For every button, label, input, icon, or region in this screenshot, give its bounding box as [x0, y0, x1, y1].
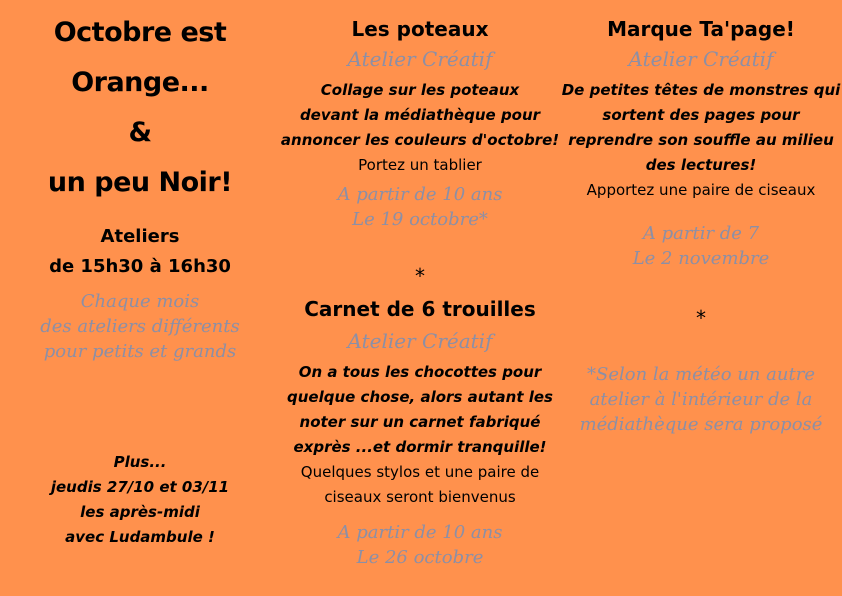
poteaux-desc: annoncer les couleurs d'octobre!: [280, 131, 560, 149]
ateliers-label: Ateliers: [100, 226, 180, 247]
poteaux-note: Portez un tablier: [358, 156, 482, 174]
marque-desc: reprendre son souffle au milieu: [568, 131, 834, 149]
carnet-tag: Atelier Créatif: [347, 329, 493, 353]
carnet-desc: On a tous les chocottes pour: [298, 363, 542, 381]
carnet-title: Carnet de 6 trouilles: [304, 297, 536, 321]
title-line: un peu Noir!: [47, 167, 233, 198]
marque-title: Marque Ta'page!: [607, 17, 795, 41]
poteaux-desc: Collage sur les poteaux: [320, 81, 520, 99]
plus-line: Plus...: [113, 453, 167, 471]
meteo-line: *Selon la météo un autre: [587, 364, 815, 385]
title-line: Orange...: [71, 67, 209, 98]
marque-when: A partir de 7: [642, 223, 760, 244]
carnet-desc: exprès ...et dormir tranquille!: [293, 438, 547, 456]
plus-line: les après-midi: [80, 503, 200, 521]
marque-desc: De petites têtes de monstres qui: [561, 81, 841, 99]
marque-tag: Atelier Créatif: [628, 47, 774, 71]
monthly-line: pour petits et grands: [43, 341, 237, 362]
title-line: Octobre est: [53, 17, 227, 48]
carnet-desc: quelque chose, alors autant les: [287, 388, 553, 406]
poteaux-when: Le 19 octobre*: [352, 209, 488, 230]
carnet-when: A partir de 10 ans: [337, 522, 503, 543]
plus-line: jeudis 27/10 et 03/11: [50, 478, 230, 496]
hours-label: de 15h30 à 16h30: [49, 256, 231, 277]
main-title: [30, 8, 250, 208]
meteo-line: atelier à l'intérieur de la: [589, 389, 813, 410]
carnet-note: ciseaux seront bienvenus: [324, 488, 516, 506]
marque-desc: des lectures!: [645, 156, 757, 174]
monthly-line: Chaque mois: [80, 291, 200, 312]
marque-note: Apportez une paire de ciseaux: [586, 181, 816, 199]
asterisk-divider: *: [415, 264, 425, 288]
carnet-section: [272, 296, 568, 570]
asterisk-divider: *: [696, 306, 706, 330]
carnet-note: Quelques stylos et une paire de: [300, 463, 540, 481]
poteaux-desc: devant la médiathèque pour: [299, 106, 541, 124]
carnet-when: Le 26 octobre: [356, 547, 484, 568]
carnet-desc: noter sur un carnet fabriqué: [299, 413, 541, 431]
monthly-note: [30, 289, 250, 364]
plus-note: [30, 450, 250, 550]
marque-desc: sortent des pages pour: [602, 106, 800, 124]
marque-section: [556, 16, 842, 271]
meteo-note: [556, 362, 842, 437]
title-line: &: [128, 117, 152, 148]
plus-line: avec Ludambule !: [65, 528, 215, 546]
marque-when: Le 2 novembre: [632, 248, 770, 269]
poteaux-tag: Atelier Créatif: [347, 47, 493, 71]
poteaux-when: A partir de 10 ans: [337, 184, 503, 205]
schedule: [30, 222, 250, 282]
poteaux-title: Les poteaux: [351, 17, 489, 41]
monthly-line: des ateliers différents: [40, 316, 240, 337]
poteaux-section: [272, 16, 568, 232]
meteo-line: médiathèque sera proposé: [579, 414, 823, 435]
